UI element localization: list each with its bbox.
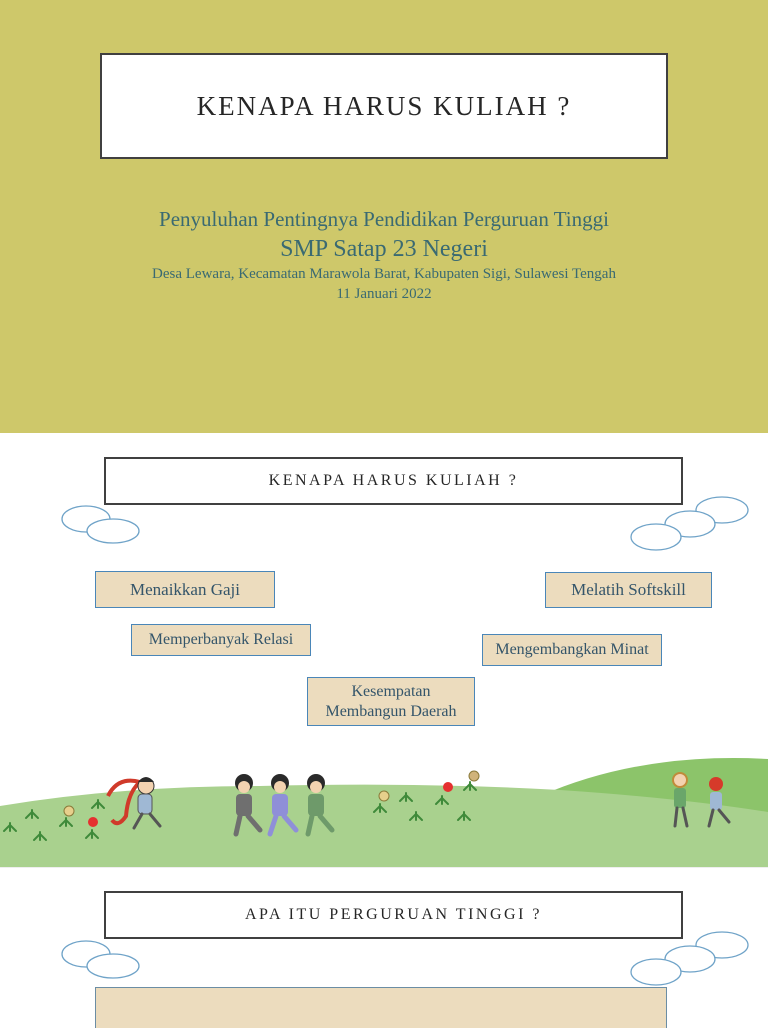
reason-label: Memperbanyak Relasi	[148, 631, 294, 648]
cloud-left	[58, 499, 144, 547]
title-box	[100, 53, 668, 159]
title-slide	[0, 0, 768, 433]
subtitle-event: Penyuluhan Pentingnya Pendidikan Perguruan Tinggi	[159, 207, 609, 231]
subtitle-date: 11 Januari 2022	[336, 286, 432, 302]
reasons-heading-box	[104, 457, 683, 505]
cloud-right	[628, 491, 752, 555]
cloud-left	[58, 934, 144, 982]
reason-memperbanyak-relasi	[131, 624, 311, 656]
slide-title: KENAPA HARUS KULIAH ?	[196, 90, 572, 121]
subtitle-location: Desa Lewara, Kecamatan Marawola Barat, Kabupaten Sigi, Sulawesi Tengah	[152, 266, 616, 282]
reason-label: Menaikkan Gaji	[130, 579, 240, 599]
reason-membangun-daerah	[307, 677, 475, 726]
reason-label: Mengembangkan Minat	[495, 641, 649, 658]
subtitle-school: SMP Satap 23 Negeri	[280, 236, 488, 262]
content-box	[95, 987, 667, 1028]
cloud-right	[628, 926, 752, 990]
reason-mengembangkan-minat	[482, 634, 662, 666]
reasons-slide	[0, 433, 768, 867]
perguruan-tinggi-slide	[0, 867, 768, 1025]
reasons-heading: KENAPA HARUS KULIAH ?	[268, 472, 519, 489]
pt-heading-box	[104, 891, 683, 939]
meadow-illustration	[0, 756, 768, 867]
reason-menaikkan-gaji	[95, 571, 275, 608]
pt-heading: APA ITU PERGURUAN TINGGI ?	[244, 906, 542, 923]
reason-label: Membangun Daerah	[325, 702, 457, 720]
reason-label: Kesempatan	[351, 682, 431, 700]
reason-label: Melatih Softskill	[571, 580, 686, 599]
reason-melatih-softskill	[545, 572, 712, 608]
